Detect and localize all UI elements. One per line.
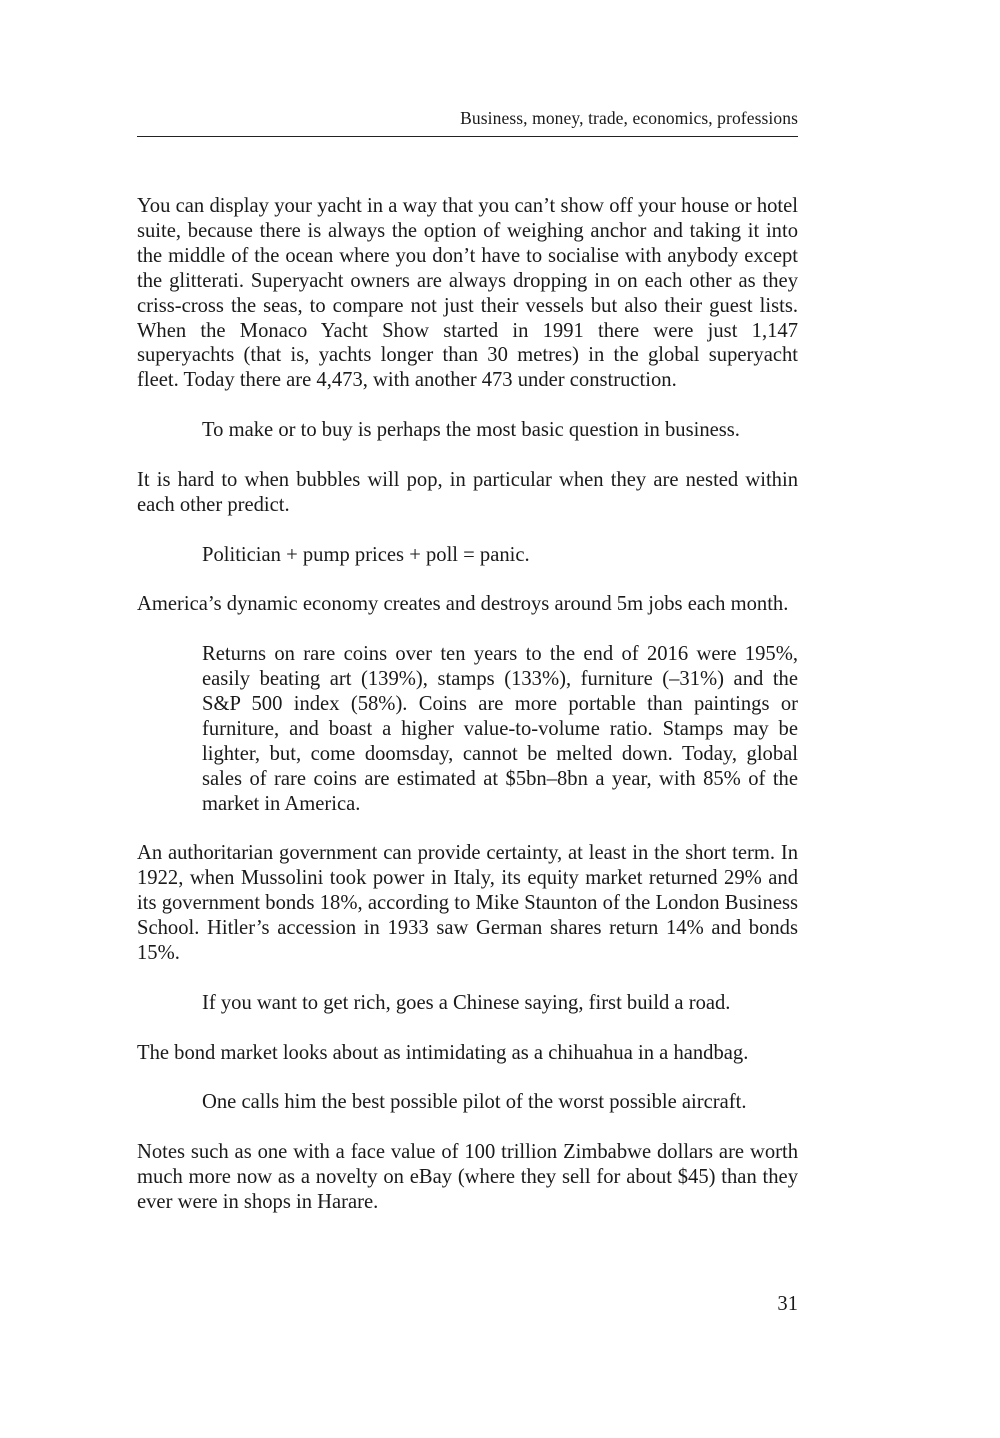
paragraph-america-jobs: America’s dynamic economy creates and destroys around 5m jobs each month. bbox=[137, 593, 789, 616]
paragraph-make-or-buy: To make or to buy is perhaps the most basic question in business. bbox=[202, 419, 740, 442]
paragraph-superyachts: You can display your yacht in a way that you can’t show off your house or hotel suite, because there is always the option of weighing anchor and taking it into the middle of the ocean where you don’t have to socialise with anybody except the glitterati. Superyacht owners are always dropping in on each other as they criss-cross the seas, to compare not just their vessels but also their guest lists. When the Monaco Yacht Show started in 1991 there were just 1,147 superyachts (that is, yachts longer than 30 metres) in the global superyacht fleet. Today there are 4,473, with another 473 under construction. bbox=[137, 195, 798, 392]
paragraph-zimbabwe-notes: Notes such as one with a face value of 100 trillion Zimbabwe dollars are worth much more now as a novelty on eBay (where they sell for about $45) than they ever were in shops in Harare. bbox=[137, 1141, 798, 1214]
paragraph-bond-market: The bond market looks about as intimidating as a chihuahua in a handbag. bbox=[137, 1041, 749, 1064]
page-number: 31 bbox=[777, 1293, 798, 1315]
paragraph-authoritarian: An authoritarian government can provide certainty, at least in the short term. In 1922, when Mussolini took power in Italy, its equity market returned 29% and its government bonds 18%, according to Mike Staunton of the London Business School. Hitler’s accession in 1933 saw German shares return 14% and bonds 15%. bbox=[137, 842, 798, 965]
paragraph-bubbles: It is hard to when bubbles will pop, in particular when they are nested within each other predict. bbox=[137, 468, 798, 516]
paragraph-panic-formula: Politician + pump prices + poll = panic. bbox=[202, 543, 530, 566]
paragraph-chinese-saying: If you want to get rich, goes a Chinese saying, first build a road. bbox=[202, 991, 731, 1014]
running-head: Business, money, trade, economics, professions bbox=[460, 108, 798, 128]
paragraph-pilot: One calls him the best possible pilot of the worst possible aircraft. bbox=[202, 1091, 747, 1114]
header-rule bbox=[137, 136, 798, 137]
paragraph-rare-coins: Returns on rare coins over ten years to the end of 2016 were 195%, easily beating art (139%), stamps (133%), furniture (–31%) and the S&P 500 index (58%). Coins are more portable than paintings or furniture, and boast a higher value-to-volume ratio. Stamps may be lighter, but, come doomsday, cannot be melted down. Today, global sales of rare coins are estimated at $5bn–8bn a year, with 85% of the market in America. bbox=[202, 643, 798, 815]
page-body bbox=[137, 194, 798, 1240]
